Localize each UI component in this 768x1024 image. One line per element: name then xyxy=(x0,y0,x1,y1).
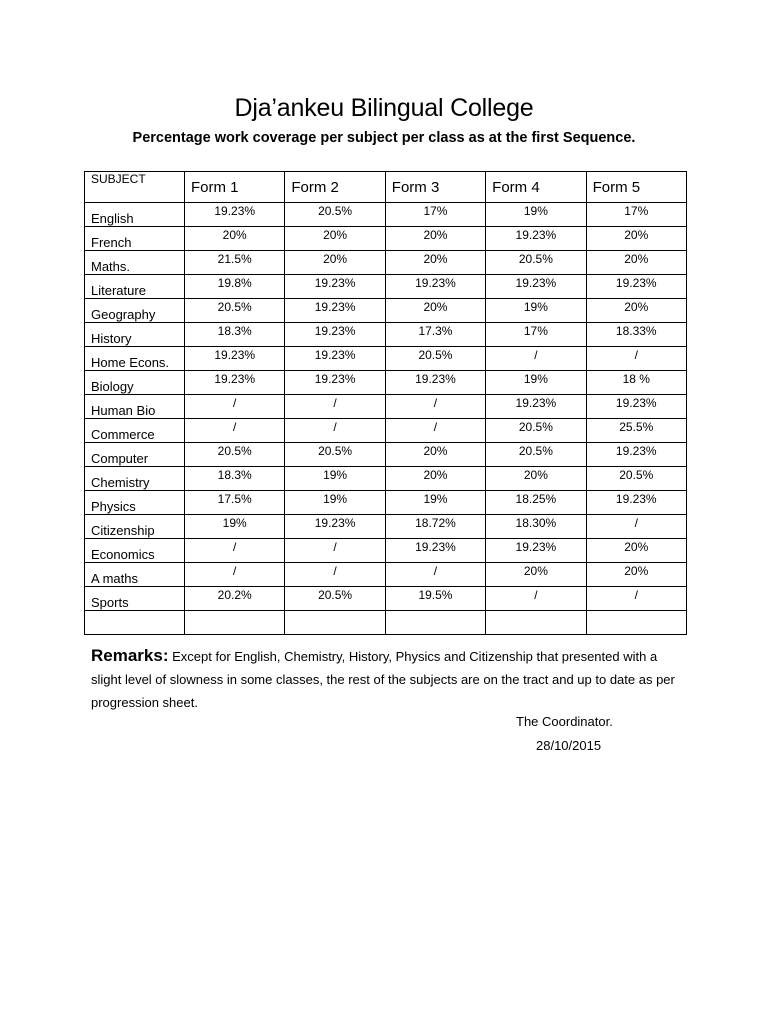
table-row xyxy=(85,419,687,443)
form-1-value-cell: 19.23% xyxy=(185,371,285,395)
form-1-value-cell: 19.23% xyxy=(185,347,285,371)
subject-cell: A maths xyxy=(85,563,185,587)
form-3-value-cell: 19.5% xyxy=(385,587,485,611)
form-5-value-cell: 19.23% xyxy=(586,275,686,299)
form-4-value-cell: / xyxy=(486,347,586,371)
coverage-table xyxy=(84,171,687,635)
subject-cell: Economics xyxy=(85,539,185,563)
form-4-value-cell: 18.30% xyxy=(486,515,586,539)
signature-date: 28/10/2015 xyxy=(536,738,602,753)
table-row xyxy=(85,491,687,515)
subject-cell: Computer xyxy=(85,443,185,467)
form-3-value-cell: 19.23% xyxy=(385,275,485,299)
subject-cell: Commerce xyxy=(85,419,185,443)
form-2-value-cell: 20.5% xyxy=(285,587,385,611)
form-5-value-cell: 17% xyxy=(586,203,686,227)
form-2-value-cell: 20.5% xyxy=(285,203,385,227)
form-4-value-cell: 20% xyxy=(486,563,586,587)
form-2-value-cell: 19% xyxy=(285,491,385,515)
document-subtitle: Percentage work coverage per subject per class as at the first Sequence. xyxy=(132,130,636,146)
form-2-value-cell: 20% xyxy=(285,227,385,251)
subject-cell: Sports xyxy=(85,587,185,611)
form-3-value-cell: 19% xyxy=(385,491,485,515)
form-1-value-cell: / xyxy=(185,395,285,419)
table-row xyxy=(85,587,687,611)
form-1-value-cell: / xyxy=(185,539,285,563)
form-5-value-cell: 20% xyxy=(586,563,686,587)
form-3-value-cell xyxy=(385,611,485,635)
subject-cell: Literature xyxy=(85,275,185,299)
form-3-value-cell: 19.23% xyxy=(385,539,485,563)
form-2-value-cell: / xyxy=(285,539,385,563)
form-2-value-cell: 19.23% xyxy=(285,347,385,371)
form-3-value-cell: / xyxy=(385,395,485,419)
subject-cell: Geography xyxy=(85,299,185,323)
form-5-value-cell: 20% xyxy=(586,251,686,275)
form-1-value-cell: 19.23% xyxy=(185,203,285,227)
header-form-5: Form 5 xyxy=(586,172,686,203)
form-1-value-cell: 17.5% xyxy=(185,491,285,515)
table-row xyxy=(85,251,687,275)
subject-cell: Citizenship xyxy=(85,515,185,539)
subject-cell: French xyxy=(85,227,185,251)
subject-cell: Maths. xyxy=(85,251,185,275)
subject-cell: English xyxy=(85,203,185,227)
table-header-row xyxy=(85,172,687,203)
form-2-value-cell: 20% xyxy=(285,251,385,275)
table-row xyxy=(85,347,687,371)
form-1-value-cell: 20.5% xyxy=(185,299,285,323)
form-5-value-cell: 20% xyxy=(586,539,686,563)
form-2-value-cell: / xyxy=(285,395,385,419)
form-1-value-cell: 20% xyxy=(185,227,285,251)
form-5-value-cell: 25.5% xyxy=(586,419,686,443)
form-1-value-cell: 20.2% xyxy=(185,587,285,611)
form-4-value-cell: 17% xyxy=(486,323,586,347)
table-row xyxy=(85,323,687,347)
form-3-value-cell: / xyxy=(385,419,485,443)
coordinator-signature: The Coordinator. xyxy=(516,714,613,729)
form-1-value-cell: 21.5% xyxy=(185,251,285,275)
form-4-value-cell: 19.23% xyxy=(486,227,586,251)
form-1-value-cell: 18.3% xyxy=(185,467,285,491)
header-subject: SUBJECT xyxy=(85,172,185,203)
form-5-value-cell: 20.5% xyxy=(586,467,686,491)
form-3-value-cell: 20% xyxy=(385,299,485,323)
form-2-value-cell: 19.23% xyxy=(285,515,385,539)
form-4-value-cell xyxy=(486,611,586,635)
form-4-value-cell: 20.5% xyxy=(486,443,586,467)
table-row xyxy=(85,227,687,251)
form-3-value-cell: / xyxy=(385,563,485,587)
form-4-value-cell: 19.23% xyxy=(486,395,586,419)
form-4-value-cell: 20.5% xyxy=(486,419,586,443)
form-3-value-cell: 20.5% xyxy=(385,347,485,371)
form-3-value-cell: 17.3% xyxy=(385,323,485,347)
form-4-value-cell: 18.25% xyxy=(486,491,586,515)
form-5-value-cell: / xyxy=(586,587,686,611)
form-2-value-cell: 19% xyxy=(285,467,385,491)
subject-cell: History xyxy=(85,323,185,347)
document-title: Dja’ankeu Bilingual College xyxy=(234,94,534,122)
form-5-value-cell: 18.33% xyxy=(586,323,686,347)
form-1-value-cell: 19% xyxy=(185,515,285,539)
form-2-value-cell: 19.23% xyxy=(285,299,385,323)
table-body xyxy=(85,203,687,635)
header-form-4: Form 4 xyxy=(486,172,586,203)
form-3-value-cell: 20% xyxy=(385,443,485,467)
form-1-value-cell: 20.5% xyxy=(185,443,285,467)
form-2-value-cell: 19.23% xyxy=(285,275,385,299)
form-4-value-cell: 20% xyxy=(486,467,586,491)
remarks-text: Except for English, Chemistry, History, Physics and Citizenship that presented with a slight level of slowness in some classes, the rest of the subjects are on the tract and up to date as per progression sheet. xyxy=(91,649,675,710)
form-5-value-cell: 19.23% xyxy=(586,443,686,467)
table-row xyxy=(85,539,687,563)
subject-cell: Home Econs. xyxy=(85,347,185,371)
form-5-value-cell xyxy=(586,611,686,635)
form-3-value-cell: 19.23% xyxy=(385,371,485,395)
table-row xyxy=(85,443,687,467)
form-4-value-cell: / xyxy=(486,587,586,611)
table-row xyxy=(85,467,687,491)
form-1-value-cell xyxy=(185,611,285,635)
form-4-value-cell: 19% xyxy=(486,299,586,323)
table-row xyxy=(85,275,687,299)
form-5-value-cell: 20% xyxy=(586,227,686,251)
subject-cell xyxy=(85,611,185,635)
table-row xyxy=(85,515,687,539)
form-1-value-cell: / xyxy=(185,563,285,587)
remarks-label: Remarks: xyxy=(91,646,169,665)
form-2-value-cell: / xyxy=(285,419,385,443)
form-5-value-cell: / xyxy=(586,347,686,371)
form-4-value-cell: 19% xyxy=(486,371,586,395)
form-2-value-cell: / xyxy=(285,563,385,587)
form-2-value-cell: 19.23% xyxy=(285,371,385,395)
form-3-value-cell: 20% xyxy=(385,467,485,491)
table-row xyxy=(85,563,687,587)
form-2-value-cell: 19.23% xyxy=(285,323,385,347)
form-2-value-cell: 20.5% xyxy=(285,443,385,467)
form-3-value-cell: 20% xyxy=(385,251,485,275)
table-row xyxy=(85,395,687,419)
table-row xyxy=(85,371,687,395)
table-row xyxy=(85,203,687,227)
form-3-value-cell: 17% xyxy=(385,203,485,227)
form-5-value-cell: 19.23% xyxy=(586,395,686,419)
form-1-value-cell: 18.3% xyxy=(185,323,285,347)
table-row xyxy=(85,299,687,323)
header-form-2: Form 2 xyxy=(285,172,385,203)
form-4-value-cell: 19.23% xyxy=(486,275,586,299)
subject-cell: Chemistry xyxy=(85,467,185,491)
form-5-value-cell: 19.23% xyxy=(586,491,686,515)
header-form-1: Form 1 xyxy=(185,172,285,203)
table-row xyxy=(85,611,687,635)
remarks-block xyxy=(91,644,691,714)
header-form-3: Form 3 xyxy=(385,172,485,203)
form-1-value-cell: 19.8% xyxy=(185,275,285,299)
form-2-value-cell xyxy=(285,611,385,635)
form-5-value-cell: 18 % xyxy=(586,371,686,395)
form-4-value-cell: 20.5% xyxy=(486,251,586,275)
form-5-value-cell: 20% xyxy=(586,299,686,323)
subject-cell: Physics xyxy=(85,491,185,515)
form-5-value-cell: / xyxy=(586,515,686,539)
form-4-value-cell: 19% xyxy=(486,203,586,227)
subject-cell: Human Bio xyxy=(85,395,185,419)
subject-cell: Biology xyxy=(85,371,185,395)
form-3-value-cell: 20% xyxy=(385,227,485,251)
form-1-value-cell: / xyxy=(185,419,285,443)
form-4-value-cell: 19.23% xyxy=(486,539,586,563)
form-3-value-cell: 18.72% xyxy=(385,515,485,539)
